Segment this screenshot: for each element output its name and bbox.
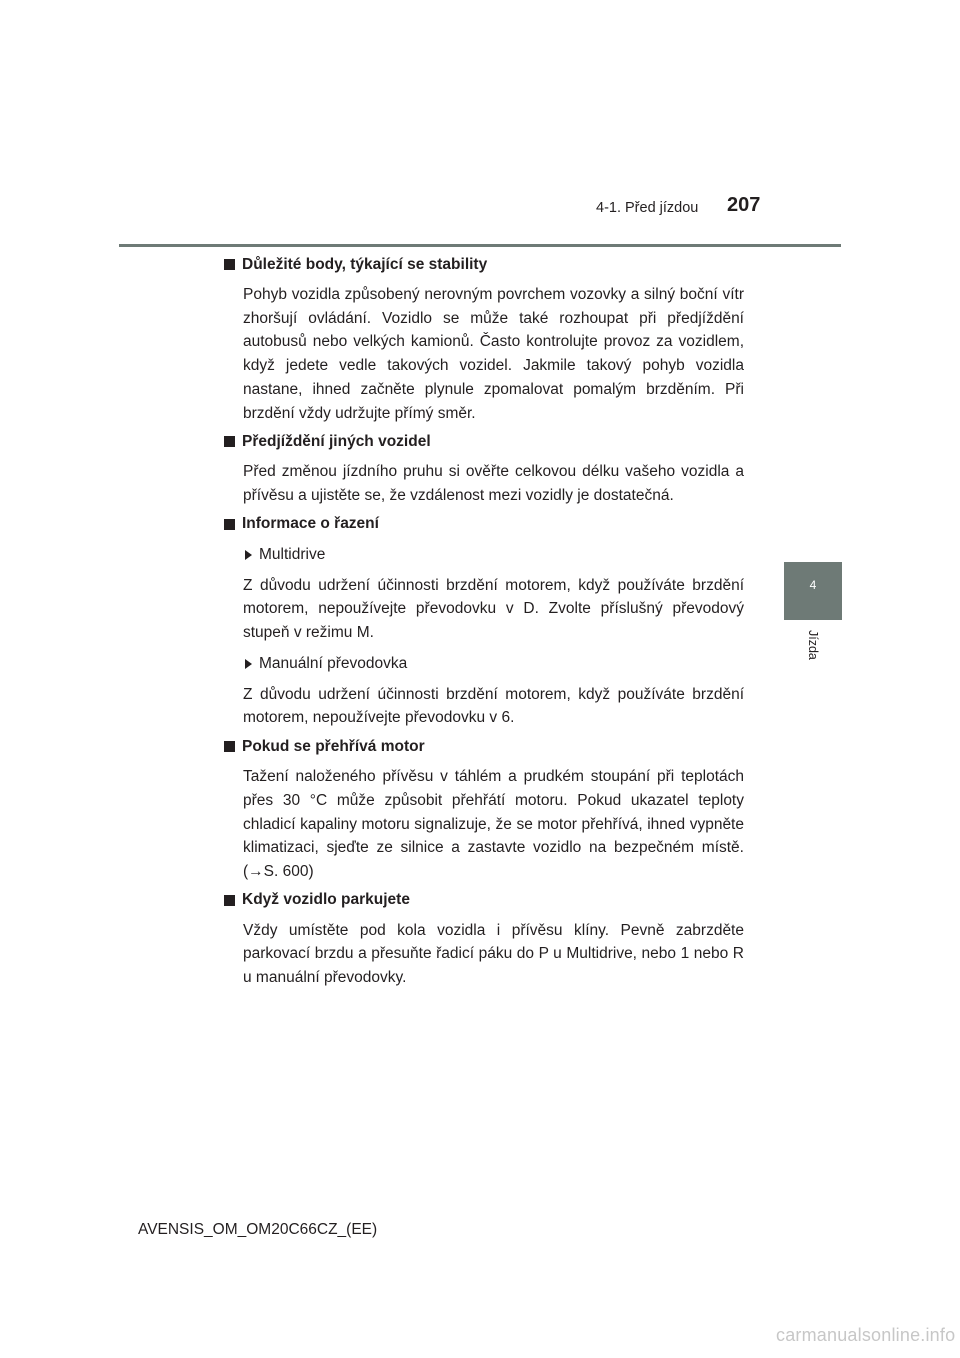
square-bullet-icon: [224, 895, 235, 906]
page-content: [224, 255, 744, 997]
section-title: 4-1. Před jízdou: [596, 200, 699, 216]
sub-item-manual: [243, 652, 744, 676]
sub-item-label: Multidrive: [259, 545, 326, 563]
page-header: [0, 0, 960, 250]
section-overheating: [224, 737, 744, 884]
chapter-number: 4: [809, 578, 817, 592]
section-heading: [224, 737, 744, 756]
section-shifting: [224, 515, 744, 731]
section-heading-text: Informace o řazení: [242, 515, 379, 533]
paragraph: Vždy umístěte pod kola vozidla i přívěsu klíny. Pevně zabrzděte parkovací brzdu a přesuňte řadicí páku do P u Multidrive, nebo 1 nebo R u manuální převodovky.: [243, 921, 744, 987]
sub-item-multidrive: [243, 543, 744, 567]
square-bullet-icon: [224, 436, 235, 447]
paragraph: Z důvodu udržení účinnosti brzdění motorem, když používáte brzdění motorem, nepoužívejte převodovku v 6.: [243, 685, 744, 727]
section-heading: [224, 255, 744, 274]
square-bullet-icon: [224, 519, 235, 530]
section-heading-text: Důležité body, týkající se stability: [242, 255, 488, 273]
square-bullet-icon: [224, 259, 235, 270]
triangle-bullet-icon: [245, 659, 252, 669]
section-heading: [224, 432, 744, 451]
header-rule: [119, 244, 841, 247]
section-parking: [224, 891, 744, 990]
paragraph: Pohyb vozidla způsobený nerovným povrchem vozovky a silný boční vítr zhoršují ovládání. Vozidlo se může také rozhoupat při předjíždění autobusů nebo velkých kamionů. Často kontrolujte provoz za vozidlem, když jedete vedle takových vozidel. Jakmile takový pohyb vozidla nastane, ihned začněte plynule zpomalovat pomalým brzděním. Při brzdění vždy udržujte přímý směr.: [243, 286, 744, 422]
paragraph: Tažení naloženého přívěsu v táhlém a prudkém stoupání při teplotách přes 30 °C může způsobit přehřátí motoru. Pokud ukazatel teploty chladicí kapaliny motoru signalizuje, že se motor přehřívá, ihned vypněte klimatizaci, sjeďte ze silnice a zastavte vozidlo na bezpečném místě. (→S. 600): [243, 768, 744, 880]
section-heading-text: Když vozidlo parkujete: [242, 891, 410, 909]
document-code: AVENSIS_OM_OM20C66CZ_(EE): [138, 1221, 378, 1238]
section-heading-text: Pokud se přehřívá motor: [242, 737, 425, 755]
section-heading: [224, 891, 744, 910]
sub-item-label: Manuální převodovka: [259, 654, 408, 672]
section-overtaking: [224, 432, 744, 507]
section-heading-text: Předjíždění jiných vozidel: [242, 432, 431, 450]
chapter-tab[interactable]: [784, 562, 842, 620]
paragraph: Z důvodu udržení účinnosti brzdění motorem, když používáte brzdění motorem, nepoužívejte převodovku v D. Zvolte příslušný převodový stupeň v režimu M.: [243, 576, 744, 642]
chapter-name: Jízda: [806, 630, 820, 660]
watermark: carmanualsonline.info: [776, 1325, 956, 1345]
section-heading: [224, 515, 744, 534]
paragraph: Před změnou jízdního pruhu si ověřte celkovou délku vašeho vozidla a přívěsu a ujistěte se, že vzdálenost mezi vozidly je dostatečná.: [243, 463, 744, 504]
triangle-bullet-icon: [245, 550, 252, 560]
section-stability: [224, 255, 744, 425]
page-number: 207: [727, 194, 761, 216]
square-bullet-icon: [224, 741, 235, 752]
